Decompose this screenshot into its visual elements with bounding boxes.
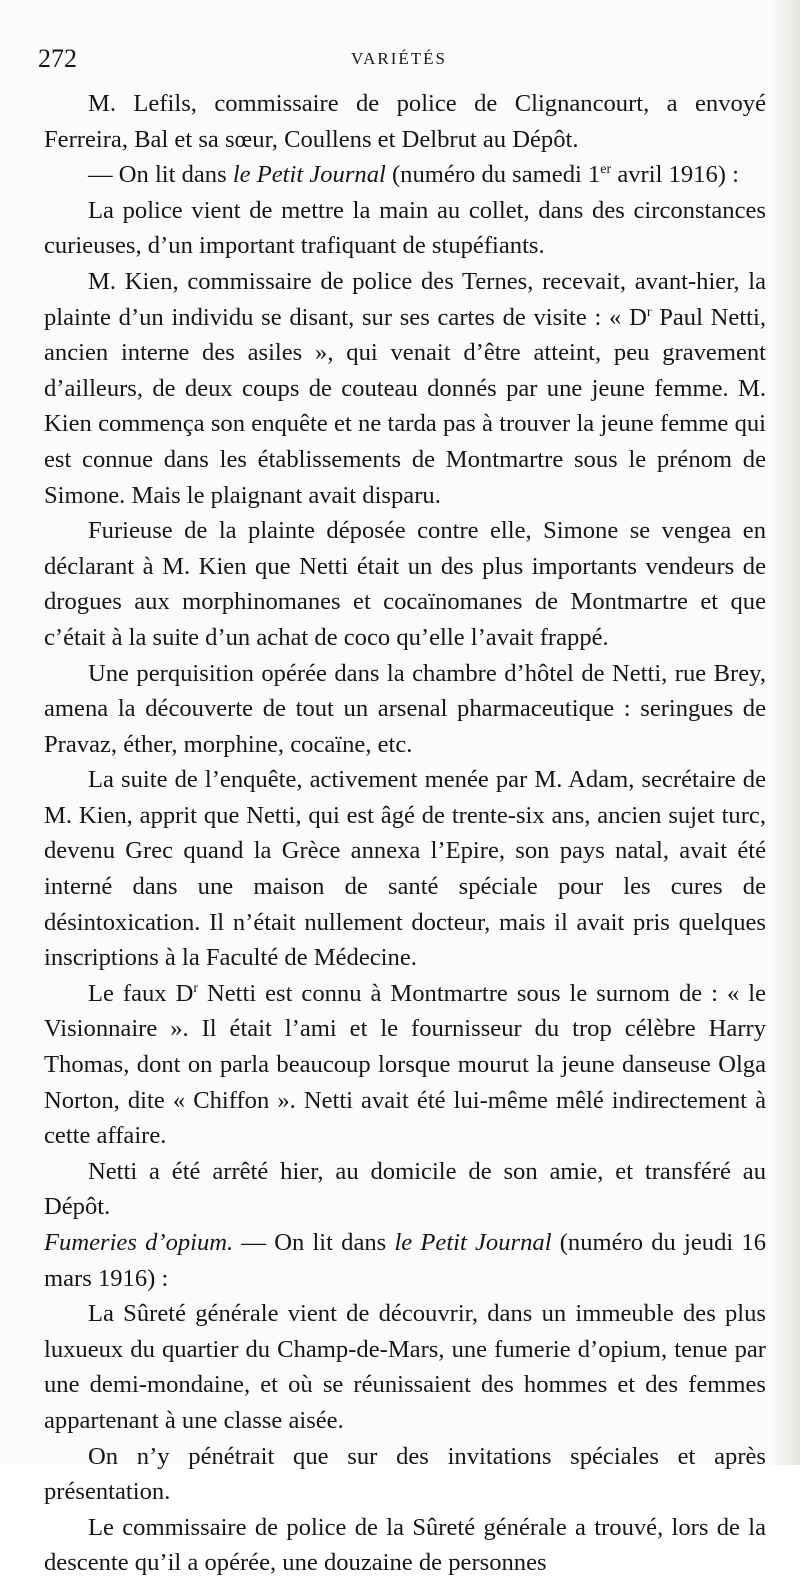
- paragraph-4: [44, 264, 766, 513]
- paragraph-2-text-c: avril 1916) :: [611, 161, 739, 189]
- paragraph-4-text-a: M. Kien, commissaire de police des Ternes, recevait, avant-hier, la plainte d’un individu se disant, sur ses cartes de visite : « D: [44, 267, 766, 331]
- page-edge-shadow: [770, 0, 800, 1465]
- paragraph-4-text-b: Paul Netti, ancien interne des asiles », qui venait d’être atteint, peu gravement d’ailleurs, de deux coups de couteau donnés par une jeune femme. M. Kien commença son enquête et ne tarda pas à trouver la jeune femme qui est connue dans les établissements de Montmartre sous le prénom de Simone. Mais le plaignant avait disparu.: [44, 303, 766, 509]
- paragraph-1: [44, 86, 766, 157]
- paragraph-6-text: Une perquisition opérée dans la chambre d’hôtel de Netti, rue Brey, amena la découverte de tout un arsenal pharmaceutique : seringues de Pravaz, éther, morphine, cocaïne, etc.: [44, 659, 766, 758]
- paragraph-6: [44, 656, 766, 763]
- paragraph-9: [44, 1154, 766, 1225]
- paragraph-5-text: Furieuse de la plainte déposée contre elle, Simone se vengea en déclarant à M. Kien que Netti était un des plus importants vendeurs de drogues aux morphinomanes et cocaïnomanes de Montmartre et que c’était à la suite d’un achat de coco qu’elle l’avait frappé.: [44, 517, 766, 651]
- paragraph-11: [44, 1296, 766, 1438]
- paragraph-7-text: La suite de l’enquête, activement menée par M. Adam, secrétaire de M. Kien, apprit que Netti, qui est âgé de trente-six ans, ancien sujet turc, devenu Grec quand la Grèce annexa l’Epire, son pays natal, avait été interné dans une maison de santé spéciale pour les cures de désintoxication. Il n’était nullement docteur, mais il avait pris quelques inscriptions à la Faculté de Médecine.: [44, 766, 766, 972]
- paragraph-13: [44, 1510, 766, 1581]
- journal-title: le Petit Journal: [394, 1229, 552, 1256]
- page-header: [38, 44, 760, 78]
- paragraph-9-text: Netti a été arrêté hier, au domicile de son amie, et transféré au Dépôt.: [44, 1157, 766, 1221]
- paragraph-12-text: On n’y pénétrait que sur des invitations spéciales et après présentation.: [44, 1442, 766, 1506]
- paragraph-5: [44, 513, 766, 655]
- paragraph-10-text-b: (numéro du jeudi 16 mars 1916) :: [44, 1229, 766, 1292]
- paragraph-2-text-a: — On lit dans: [88, 161, 233, 189]
- paragraph-2: [44, 157, 766, 193]
- journal-title: le Petit Journal: [232, 161, 386, 189]
- paragraph-11-text: La Sûreté générale vient de découvrir, dans un immeuble des plus luxueux du quartier du Champ-de-Mars, une fumerie d’opium, tenue par une demi-mondaine, et où se réunissaient des hommes et des femmes appartenant à une classe aisée.: [44, 1300, 766, 1434]
- paragraph-3-text: La police vient de mettre la main au collet, dans des circonstances curieuses, d’un important trafiquant de stupéfiants.: [44, 196, 766, 260]
- superscript: r: [646, 304, 652, 320]
- paragraph-8-text-a: Le faux D: [88, 979, 194, 1007]
- section-heading: Fumeries d’opium.: [44, 1229, 234, 1256]
- paragraph-8-text-b: Netti est connu à Montmartre sous le surnom de : « le Visionnaire ». Il était l’ami et le fournisseur du trop célèbre Harry Thomas, dont on parla beaucoup lorsque mourut la jeune danseuse Olga Norton, dite « Chiffon ». Netti avait été lui-même mêlé indirectement à cette affaire.: [44, 979, 766, 1150]
- paragraph-10-text-a: — On lit dans: [233, 1229, 395, 1256]
- paragraph-13-text: Le commissaire de police de la Sûreté générale a trouvé, lors de la descente qu’il a opérée, une douzaine de personnes: [44, 1513, 766, 1577]
- running-head: VARIÉTÉS: [351, 49, 447, 68]
- paragraph-1-text: M. Lefils, commissaire de police de Clignancourt, a envoyé Ferreira, Bal et sa sœur, Coullens et Delbrut au Dépôt.: [44, 90, 766, 153]
- body-text: [44, 86, 766, 1581]
- paragraph-3: [44, 193, 766, 264]
- paragraph-12: [44, 1439, 766, 1510]
- superscript: er: [600, 162, 612, 177]
- paragraph-8: [44, 976, 766, 1154]
- paragraph-7: [44, 762, 766, 976]
- superscript: r: [193, 980, 199, 996]
- paragraph-10: [44, 1225, 766, 1296]
- paragraph-2-text-b: (numéro du samedi 1: [385, 161, 601, 189]
- page-number: 272: [38, 44, 77, 73]
